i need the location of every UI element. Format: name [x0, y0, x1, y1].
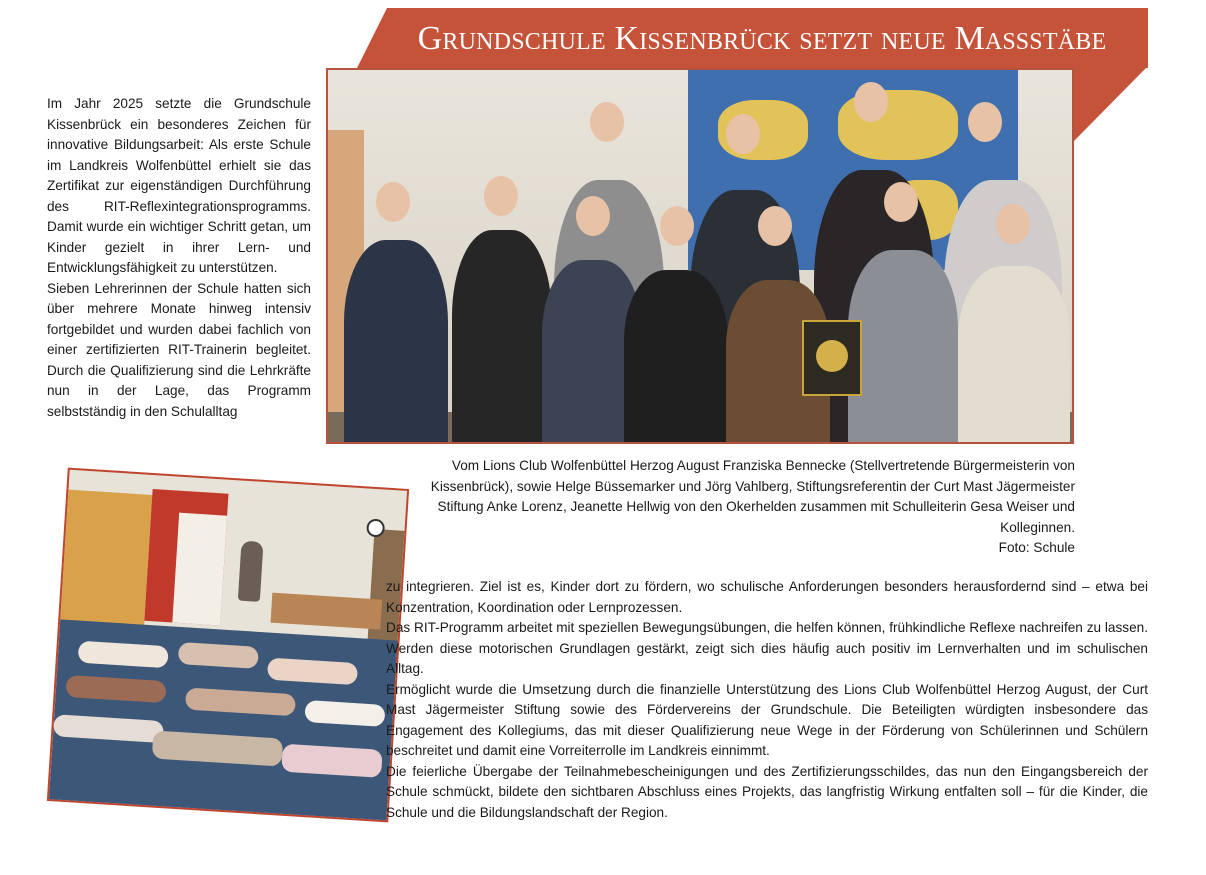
- certificate-plaque: [802, 320, 862, 396]
- paragraph: Die feierliche Übergabe der Teilnahmebescheinigungen und des Zertifizierungsschildes, das nun den Eingangsbereich der Schule schmückt, bildete den sichtbaren Abschluss eines Projekts, das langfristig Wirkung entfalten soll – für die Kinder, die Schule und die Bildungslandschaft der Region.: [386, 763, 1148, 820]
- group-photo: [326, 68, 1074, 444]
- paragraph: Das RIT-Programm arbeitet mit speziellen Bewegungsübungen, die helfen können, frühkindliche Reflexe nachreifen zu lassen. Werden diese motorischen Grundlagen gestärkt, zeigt sich dies häufig auch positiv im Lernverhalten und im schulischen Alltag.: [386, 620, 1148, 676]
- left-text-column: [47, 94, 311, 422]
- caption-text: Vom Lions Club Wolfenbüttel Herzog August Franziska Bennecke (Stellvertretende Bürgermeisterin von Kissenbrück), sowie Helge Büssemarker und Jörg Vahlberg, Stiftungsreferentin der Curt Mast Jägermeister Stiftung Anke Lorenz, Jeanette Hellwig von den Okerhelden zusammen mit Schulleiterin Gesa Weiser und Kolleginnen.: [430, 458, 1075, 535]
- paragraph: zu integrieren. Ziel ist es, Kinder dort zu fördern, wo schulische Anforderungen besonders herausfordernd sind – etwa bei Konzentration, Koordination oder Lernprozessen.: [386, 579, 1148, 615]
- classroom-photo: [47, 468, 409, 823]
- paragraph: Sieben Lehrerinnen der Schule hatten sich über mehrere Monate hinweg intensiv fortgebildet und wurden dabei fachlich von einer zertifizierten RIT-Trainerin begleitet. Durch die Qualifizierung sind die Lehrkräfte nun in der Lage, das Programm selbstständig in den Schulalltag: [47, 280, 311, 419]
- teacher: [238, 541, 264, 602]
- photo-credit: Foto: Schule: [998, 540, 1075, 555]
- photo-caption: [383, 456, 1075, 559]
- bottom-text-column: [386, 577, 1148, 823]
- table: [270, 593, 382, 630]
- paragraph: Ermöglicht wurde die Umsetzung durch die finanzielle Unterstützung des Lions Club Wolfenbüttel Herzog August, der Curt Mast Jägermeister Stiftung sowie des Fördervereins der Grundschule. Die Beteiligten würdigten insbesondere das Engagement des Kollegiums, das mit dieser Qualifizierung neue Wege in der Förderung von Schülerinnen und Schülern beschreitet und damit eine Vorreiterrolle im Landkreis einnimmt.: [386, 681, 1148, 758]
- article-headline: Grundschule Kissenbrück setzt neue Maßstäbe: [417, 20, 1107, 57]
- headline-banner-tail: [1074, 66, 1148, 141]
- paragraph: Im Jahr 2025 setzte die Grundschule Kissenbrück ein besonderes Zeichen für innovative Bildungsarbeit: Als erste Schule im Landkreis Wolfenbüttel erhielt sie das Zertifikat zur eigenständigen Durchführung des RIT-Reflexintegrationsprogramms. Damit wurde ein wichtiger Schritt getan, um Kinder gezielt in ihrer Lern- und Entwicklungsfähigkeit zu unterstützen.: [47, 96, 311, 275]
- door: [172, 513, 227, 626]
